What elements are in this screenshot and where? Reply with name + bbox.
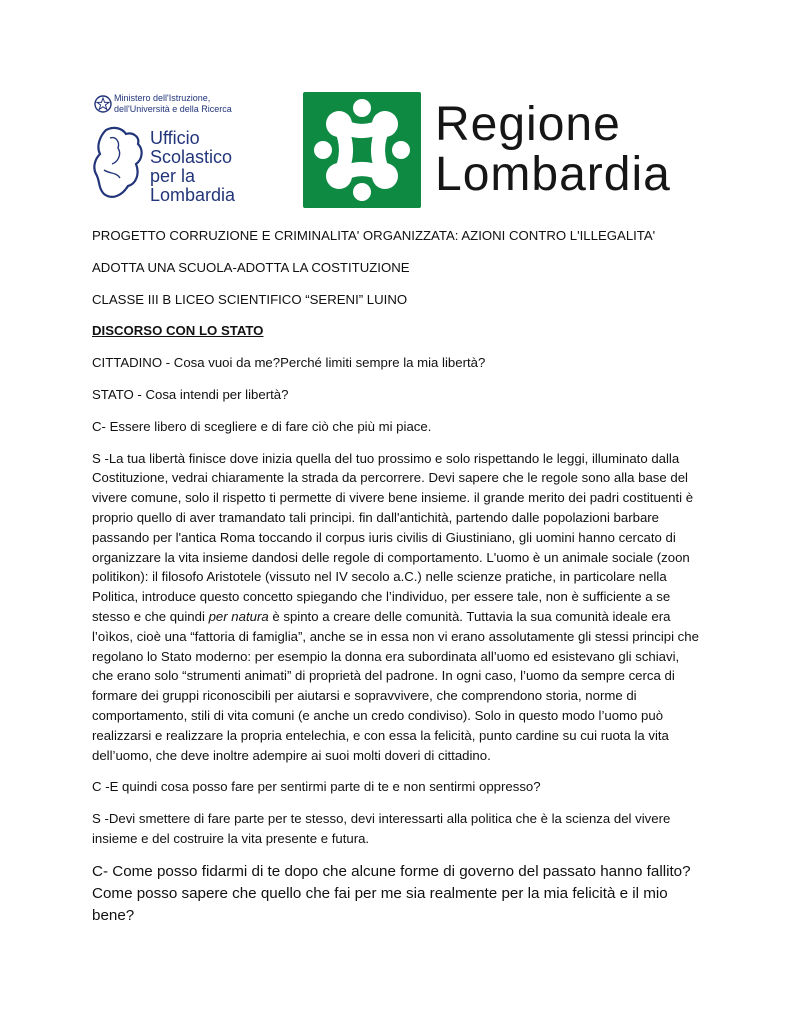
regione-mark xyxy=(303,92,421,208)
ufficio-scolastico-text xyxy=(150,129,235,205)
question-2: C -E quindi cosa posso fare per sentirmi parte di te e non sentirmi oppresso? xyxy=(92,779,541,795)
dialogue-line: C- Essere libero di scegliere e di fare ciò che più mi piace. xyxy=(92,418,432,434)
ministero-text xyxy=(114,93,232,115)
dialogue-line: STATO - Cosa intendi per libertà? xyxy=(92,386,289,402)
italian-emblem-icon xyxy=(94,94,112,114)
long-answer-paragraph xyxy=(92,449,702,766)
header-logos xyxy=(0,0,791,215)
regione-line-1: Regione xyxy=(435,98,621,151)
regione-name xyxy=(435,100,671,200)
ufficio-line-3: per la xyxy=(150,166,196,186)
long-answer-part1: S -La tua libertà finisce dove inizia quella del tuo prossimo e solo rispettando le leggi, illuminato dalla Costituzione, vedrai chiaramente la strada da percorrere. Devi sapere che le regole sono alla base del vivere comune, solo il rispetto ti permette di vivere bene insieme. il grande merito dei padri costituenti è proprio quello di aver tramandato tali principi. fin dall'antichità, partendo dalle popolazioni barbare passando per l'antica Roma toccando il corpus iuris civilis di Giustiniano, gli uomini hanno cercato di organizzare la vita insieme dandosi delle regole di comportamento. L'uomo è un animale sociale (zoon politikon): il filosofo Aristotele (vissuto nel IV secolo a.C.) nelle scienze pratiche, in particolare nella Politica, introduce questo concetto spiegando che l’individuo, per essere tale, non è sufficiente a se stesso e che quindi xyxy=(92,450,694,624)
rosa-camuna-icon xyxy=(303,92,421,208)
answer-2: S -Devi smettere di fare parte per te stesso, devi interessarti alla politica che è la scienza del vivere insieme e del costruire la vita presente e futura. xyxy=(92,811,671,846)
question-3: C- Come posso fidarmi di te dopo che alcune forme di governo del passato hanno fallito? Come posso sapere che quello che fai per me sia realmente per la mia felicità e il mio bene? xyxy=(92,862,691,924)
regione-lombardia-logo xyxy=(303,92,713,209)
long-answer-part2: è spinto a creare delle comunità. Tuttavia la sua comunità ideale era l’oìkos, cioè una “fattoria di famiglia”, anche se in essa non vi erano assolutamente gli stessi principi che regolano lo Stato moderno: per esempio la donna era subordinata all’uomo ed esistevano gli schiavi, che erano solo “strumenti animati” di proprietà del padrone. In ogni caso, l’uomo da sempre cerca di formare dei gruppi riconoscibili per aiutarsi e sopravvivere, che comprendono storia, norme di comportamento, stili di vita comuni (e anche un credo condiviso). Solo in questo modo l’uomo può realizzarsi e realizzare la propria entelechia, e con essa la felicità, punto cardine su cui ruota la vita dell’uomo, che deve inoltre adempire ai suoi molti doveri di cittadino. xyxy=(92,608,699,763)
regione-line-2: Lombardia xyxy=(435,148,671,201)
project-title: PROGETTO CORRUZIONE E CRIMINALITA' ORGANIZZATA: AZIONI CONTRO L'ILLEGALITA' xyxy=(92,228,656,243)
ministero-line-2: dell'Università e della Ricerca xyxy=(114,104,232,114)
ufficio-line-1: Ufficio xyxy=(150,128,200,148)
class-line: CLASSE III B LICEO SCIENTIFICO “SERENI” LUINO xyxy=(92,291,408,307)
section-title: DISCORSO CON LO STATO xyxy=(92,323,264,339)
lombardia-map-icon xyxy=(92,124,152,208)
dialogue-line: CITTADINO - Cosa vuoi da me?Perché limiti sempre la mia libertà? xyxy=(92,355,486,371)
long-answer-italic: per natura xyxy=(208,608,269,624)
subtitle: ADOTTA UNA SCUOLA-ADOTTA LA COSTITUZIONE xyxy=(92,259,410,275)
miur-logo xyxy=(92,92,282,212)
ufficio-line-2: Scolastico xyxy=(150,147,233,167)
ufficio-line-4: Lombardia xyxy=(150,185,236,205)
ministero-line-1: Ministero dell'Istruzione, xyxy=(114,93,211,103)
document-body xyxy=(92,226,702,939)
